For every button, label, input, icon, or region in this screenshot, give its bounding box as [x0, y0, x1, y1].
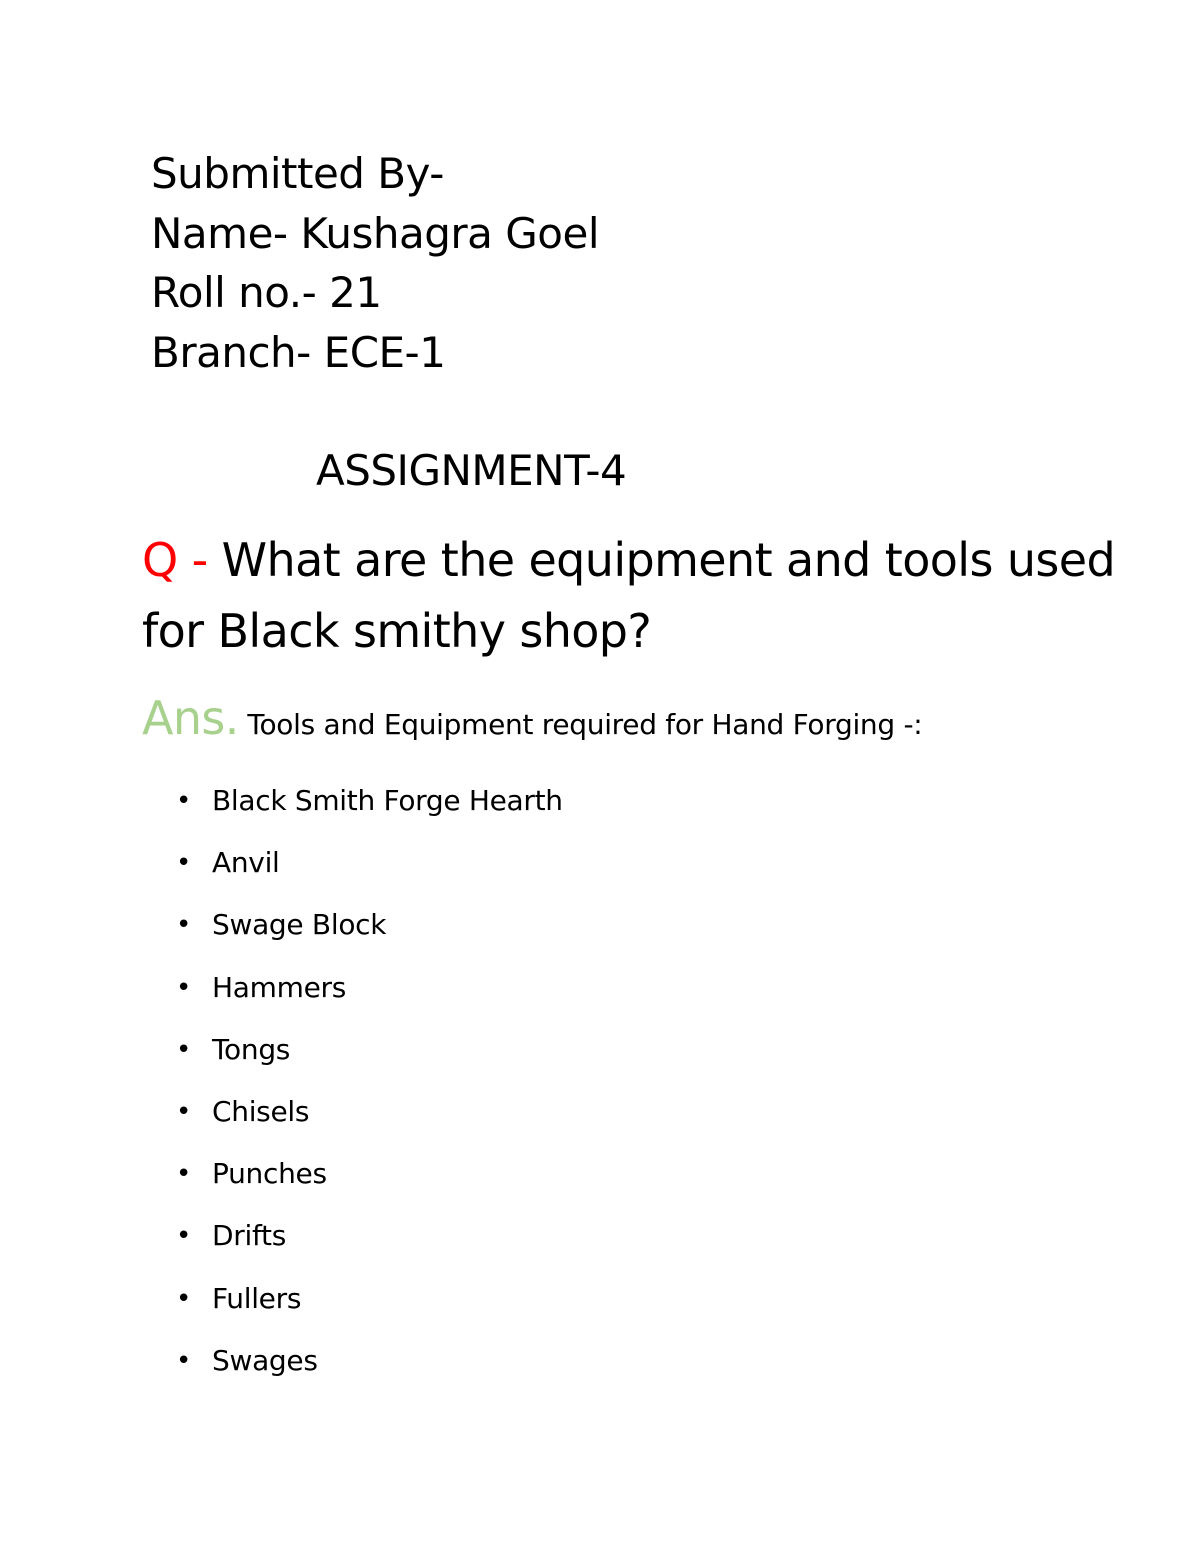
branch: Branch- ECE-1 [151, 327, 446, 377]
tool-label: Drifts [212, 1219, 286, 1253]
tool-label: Swages [212, 1343, 318, 1377]
roll-number: Roll no.- 21 [151, 268, 382, 317]
answer-label: Ans. [142, 691, 239, 745]
answer-intro-text: Tools and Equipment required for Hand Forging -: [238, 708, 923, 741]
tool-label: Swage Block [212, 908, 387, 942]
tool-label: Black Smith Forge Hearth [212, 784, 563, 818]
bullet-icon: • [176, 1159, 192, 1190]
bullet-icon: • [176, 1283, 192, 1314]
tool-label: Chisels [212, 1095, 310, 1129]
assignment-title: ASSIGNMENT-4 [316, 446, 627, 495]
bullet-icon: • [176, 1034, 192, 1065]
tool-label: Hammers [212, 970, 346, 1004]
bullet-icon: • [176, 1221, 192, 1252]
question-text: What are the equipment and tools used for Black smithy shop? [142, 533, 1116, 658]
student-name: Name- Kushagra Goel [151, 208, 599, 258]
bullet-icon: • [176, 786, 192, 817]
tool-label: Tongs [212, 1032, 291, 1066]
submitted-by-heading: Submitted By- [151, 149, 444, 198]
answer-intro [142, 688, 1142, 755]
bullet-icon: • [176, 910, 192, 941]
submitter-block [151, 144, 599, 382]
tool-label: Punches [212, 1157, 327, 1191]
bullet-icon: • [176, 1345, 192, 1376]
tool-label: Fullers [212, 1281, 302, 1315]
bullet-icon: • [176, 972, 192, 1003]
bullet-icon: • [176, 1097, 192, 1128]
question-block [142, 525, 1142, 667]
tool-label: Anvil [212, 846, 280, 880]
bullet-icon: • [176, 848, 192, 879]
question-label: Q - [142, 533, 222, 587]
